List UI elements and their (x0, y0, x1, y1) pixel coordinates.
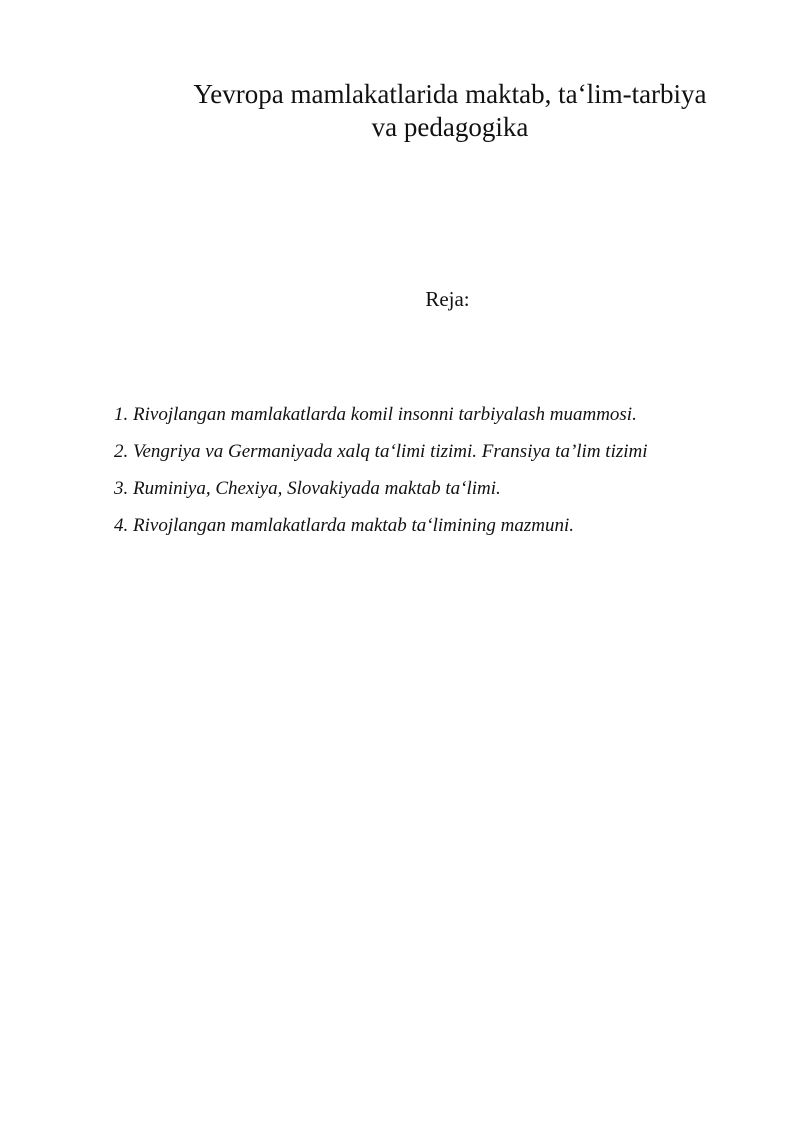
plan-heading: Reja: (425, 287, 470, 311)
document-title (100, 78, 800, 144)
plan-item: 2. Vengriya va Germaniyada xalq ta‘limi tizimi. Fransiya ta’lim tizimi (114, 441, 648, 462)
plan-item: 4. Rivojlangan mamlakatlarda maktab ta‘limining mazmuni. (114, 515, 575, 536)
plan-list (114, 402, 648, 550)
plan-item: 1. Rivojlangan mamlakatlarda komil insonni tarbiyalash muammosi. (114, 404, 637, 425)
title-line-1: Yevropa mamlakatlarida maktab, ta‘lim-tarbiya (193, 79, 707, 109)
title-line-2: va pedagogika (371, 112, 529, 142)
plan-item: 3. Ruminiya, Chexiya, Slovakiyada maktab ta‘limi. (114, 478, 501, 499)
